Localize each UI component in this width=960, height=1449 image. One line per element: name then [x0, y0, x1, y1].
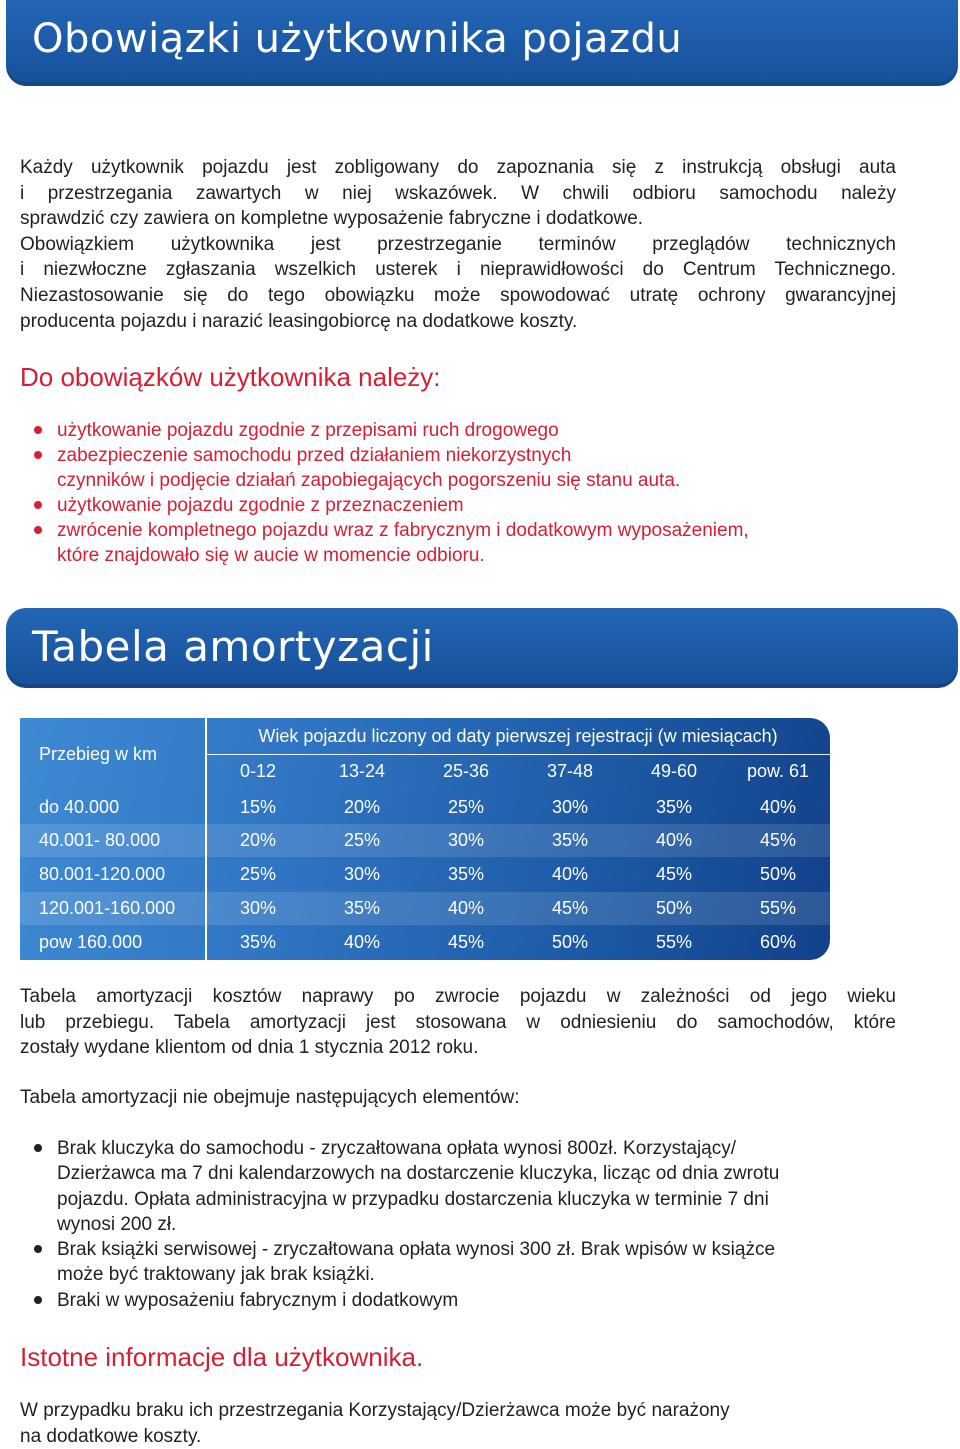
value-cell: 25% — [239, 864, 277, 884]
important-heading: Istotne informacje dla użytkownika. — [20, 1342, 424, 1372]
value-cell: 35% — [551, 830, 589, 850]
bullet-icon — [34, 526, 42, 534]
value-cell: 45% — [655, 864, 693, 884]
page-title: Obowiązki użytkownika pojazdu — [32, 16, 683, 62]
bullet-icon — [34, 501, 42, 509]
intro-line: i przestrzegania zawartych w niej wskazówek. W chwili odbioru samochodu należy — [20, 182, 896, 204]
value-cell: 45% — [447, 932, 485, 952]
intro-line: Niezastosowanie się do tego obowiązku może spowodować utratę ochrony gwarancyjnej — [20, 284, 896, 306]
section-title: Tabela amortyzacji — [32, 622, 434, 671]
age-column-header: 13-24 — [338, 760, 386, 781]
list-item — [20, 418, 749, 443]
important-text — [20, 1398, 896, 1449]
value-cell: 45% — [759, 830, 797, 850]
mileage-header: Przebieg w km — [39, 744, 158, 764]
mileage-cell: 40.001- 80.000 — [39, 830, 161, 850]
mileage-cell: do 40.000 — [39, 797, 120, 817]
table-row — [20, 926, 830, 959]
table-row — [20, 892, 830, 925]
list-item-text: może być traktowany jak brak książki. — [57, 1264, 375, 1286]
intro-line: sprawdzić czy zawiera on kompletne wyposażenie fabryczne i dodatkowe. — [20, 208, 644, 230]
duties-heading: Do obowiązków użytkownika należy: — [20, 362, 441, 392]
value-cell: 35% — [239, 932, 277, 952]
value-cell: 30% — [343, 864, 381, 884]
value-cell: 55% — [759, 898, 797, 918]
list-item — [20, 1288, 779, 1313]
value-cell: 15% — [239, 797, 277, 817]
intro-paragraph — [20, 155, 896, 334]
mileage-cell: 120.001-160.000 — [39, 898, 176, 918]
value-cell: 50% — [655, 898, 693, 918]
bullet-icon — [34, 1245, 42, 1253]
list-item-text: użytkowanie pojazdu zgodnie z przeznaczeniem — [57, 495, 464, 516]
exclusions-intro: Tabela amortyzacji nie obejmuje następujących elementów: — [20, 1087, 520, 1108]
age-column-header: 25-36 — [442, 760, 490, 781]
list-item — [20, 443, 749, 493]
list-item-text: zwrócenie kompletnego pojazdu wraz z fabrycznym i dodatkowym wyposażeniem, — [57, 520, 749, 541]
list-item — [20, 493, 749, 518]
value-cell: 30% — [447, 830, 485, 850]
bullet-icon — [34, 1296, 42, 1304]
table-note — [20, 984, 896, 1061]
list-item-text: wynosi 200 zł. — [57, 1213, 177, 1235]
age-column-header: 49-60 — [650, 760, 698, 781]
value-cell: 40% — [759, 797, 797, 817]
note-line: lub przebiegu. Tabela amortyzacji jest stosowana w odniesieniu do samochodów, które — [20, 1011, 896, 1033]
intro-line: Obowiązkiem użytkownika jest przestrzeganie terminów przeglądów technicznych — [20, 233, 896, 255]
value-cell: 35% — [655, 797, 693, 817]
header-banner — [6, 0, 958, 86]
age-columns-row — [206, 754, 830, 788]
value-cell: 40% — [655, 830, 693, 850]
age-header: Wiek pojazdu liczony od daty pierwszej rejestracji (w miesiącach) — [258, 725, 778, 746]
exclusions-list — [20, 1136, 779, 1313]
bullet-icon — [34, 1144, 42, 1152]
mileage-cell: pow 160.000 — [39, 932, 143, 952]
value-cell: 25% — [343, 830, 381, 850]
age-column-header: pow. 61 — [746, 760, 810, 781]
important-line: na dodatkowe koszty. — [20, 1425, 202, 1447]
duties-list — [20, 418, 749, 568]
bullet-icon — [34, 426, 42, 434]
intro-line: i niezwłoczne zgłaszania wszelkich usterek i nieprawidłowości do Centrum Technicznego. — [20, 259, 896, 281]
list-item-text: pojazdu. Opłata administracyjna w przypadku dostarczenia kluczyka w terminie 7 dni — [57, 1188, 769, 1210]
value-cell: 50% — [759, 864, 797, 884]
list-item — [20, 518, 749, 568]
value-cell: 35% — [343, 898, 381, 918]
intro-line: Każdy użytkownik pojazdu jest zobligowany do zapoznania się z instrukcją obsługi auta — [20, 157, 896, 178]
table-row — [20, 791, 830, 824]
table-row — [20, 858, 830, 891]
list-item-text: Brak kluczyka do samochodu - zryczałtowana opłata wynosi 800zł. Korzystający/ — [57, 1138, 737, 1159]
list-item-text: które znajdowało się w aucie w momencie odbioru. — [57, 545, 485, 566]
section-banner — [6, 608, 958, 688]
value-cell: 20% — [239, 830, 277, 850]
value-cell: 60% — [759, 932, 797, 952]
note-line: zostały wydane klientom od dnia 1 stycznia 2012 roku. — [20, 1037, 479, 1059]
depreciation-table — [20, 718, 830, 960]
value-cell: 30% — [551, 797, 589, 817]
value-cell: 35% — [447, 864, 485, 884]
list-item — [20, 1237, 779, 1288]
value-cell: 50% — [551, 932, 589, 952]
list-item-text: czynników i podjęcie działań zapobiegających pogorszeniu się stanu auta. — [57, 470, 681, 491]
list-item-text: Dzierżawca ma 7 dni kalendarzowych na dostarczenie kluczyka, licząc od dnia zwrotu — [57, 1163, 780, 1185]
age-column-header: 37-48 — [546, 760, 594, 781]
mileage-cell: 80.001-120.000 — [39, 864, 166, 884]
table-row — [20, 824, 830, 857]
note-line: Tabela amortyzacji kosztów naprawy po zwrocie pojazdu w zależności od jego wieku — [20, 986, 896, 1007]
list-item-text: użytkowanie pojazdu zgodnie z przepisami ruch drogowego — [57, 420, 559, 441]
value-cell: 30% — [239, 898, 277, 918]
age-column-header: 0-12 — [239, 760, 277, 781]
list-item-text: Braki w wyposażeniu fabrycznym i dodatkowym — [57, 1289, 459, 1311]
value-cell: 40% — [551, 864, 589, 884]
list-item-text: Brak książki serwisowej - zryczałtowana opłata wynosi 300 zł. Brak wpisów w książce — [57, 1239, 776, 1261]
intro-line: producenta pojazdu i narazić leasingobiorcę na dodatkowe koszty. — [20, 310, 578, 332]
value-cell: 20% — [343, 797, 381, 817]
value-cell: 25% — [447, 797, 485, 817]
bullet-icon — [34, 451, 42, 459]
list-item-text: zabezpieczenie samochodu przed działaniem niekorzystnych — [57, 445, 572, 466]
value-cell: 40% — [447, 898, 485, 918]
value-cell: 45% — [551, 898, 589, 918]
value-cell: 55% — [655, 932, 693, 952]
list-item — [20, 1136, 779, 1237]
important-line: W przypadku braku ich przestrzegania Korzystający/Dzierżawca może być narażony — [20, 1400, 730, 1421]
value-cell: 40% — [343, 932, 381, 952]
